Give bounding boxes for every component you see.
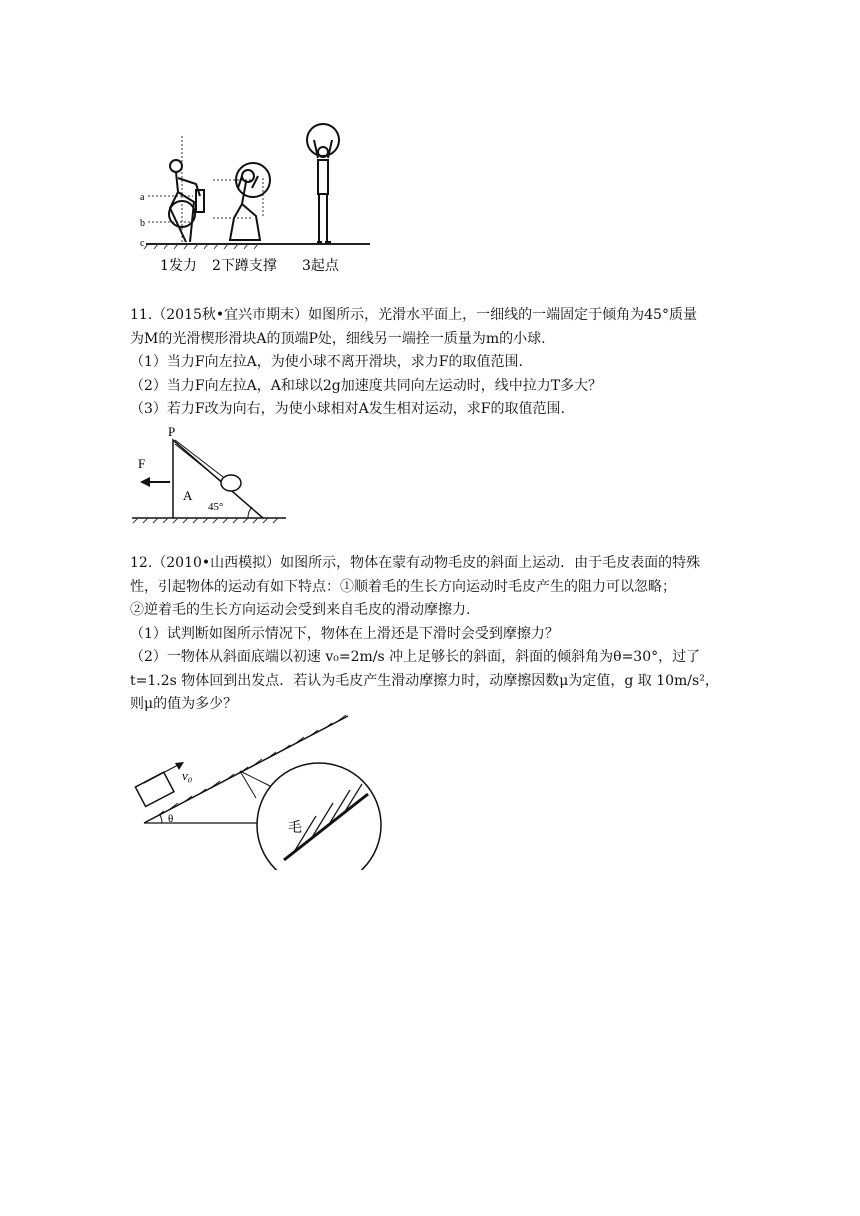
- caption-2: 2下蹲支撑: [212, 258, 277, 274]
- q12-part2c: 则μ的值为多少？: [130, 696, 238, 712]
- q12-line1: 12.（2010•山西模拟）如图所示，物体在蒙有动物毛皮的斜面上运动．由于毛皮表面的特殊: [130, 555, 701, 571]
- label-angle: 45°: [208, 501, 224, 513]
- q12-line2: 性，引起物体的运动有如下特点：①顺着毛的生长方向运动时毛皮产生的阻力可以忽略；: [130, 578, 676, 595]
- question-12: [130, 552, 730, 717]
- incline-diagram: [130, 710, 390, 870]
- label-fur: 毛: [288, 820, 302, 836]
- caption-3: 3起点: [302, 258, 339, 274]
- q12-part2a: （2）一物体从斜面底端以初速 v₀=2m/s 冲上足够长的斜面，斜面的倾斜角为θ=30°，过了: [130, 649, 701, 665]
- mark-b: b: [140, 218, 145, 229]
- q12-part2b: t=1.2s 物体回到出发点．若认为毛皮产生滑动摩擦力时，动摩擦因数μ为定值，g 取 10m/s²，: [130, 672, 719, 689]
- caption-1: 1发力: [160, 258, 197, 274]
- mark-c: c: [140, 238, 145, 249]
- q11-line1: 11.（2015秋•宜兴市期末）如图所示，光滑水平面上，一细线的一端固定于倾角为45°质量: [130, 307, 697, 323]
- wedge-figure: [130, 424, 290, 524]
- wedge-diagram: [130, 424, 290, 524]
- q11-line2: 为M的光滑楔形滑块A的顶端P处，细线另一端拴一质量为m的小球.: [130, 330, 546, 347]
- q12-part1: （1）试判断如图所示情况下，物体在上滑还是下滑时会受到摩擦力？: [130, 625, 559, 642]
- q11-part3: （3）若力F改为向右，为使小球相对A发生相对运动，求F的取值范围.: [130, 401, 565, 417]
- weightlifting-figure: [138, 118, 378, 278]
- question-11: [130, 304, 730, 422]
- q11-part2: （2）当力F向左拉A，A和球以2g加速度共同向左运动时，线中拉力T多大？: [130, 377, 603, 394]
- label-P: P: [168, 424, 176, 439]
- label-A: A: [183, 488, 193, 503]
- weightlifting-diagram: [138, 118, 378, 278]
- mark-a: a: [140, 192, 145, 203]
- q11-part1: （1）当力F向左拉A，为使小球不离开滑块，求力F的取值范围.: [130, 354, 523, 370]
- label-v0: v₀: [182, 768, 193, 783]
- label-theta: θ: [168, 813, 174, 825]
- label-F: F: [138, 456, 146, 471]
- q12-line3: ②逆着毛的生长方向运动会受到来自毛皮的滑动摩擦力.: [130, 602, 471, 618]
- incline-figure: [130, 710, 390, 870]
